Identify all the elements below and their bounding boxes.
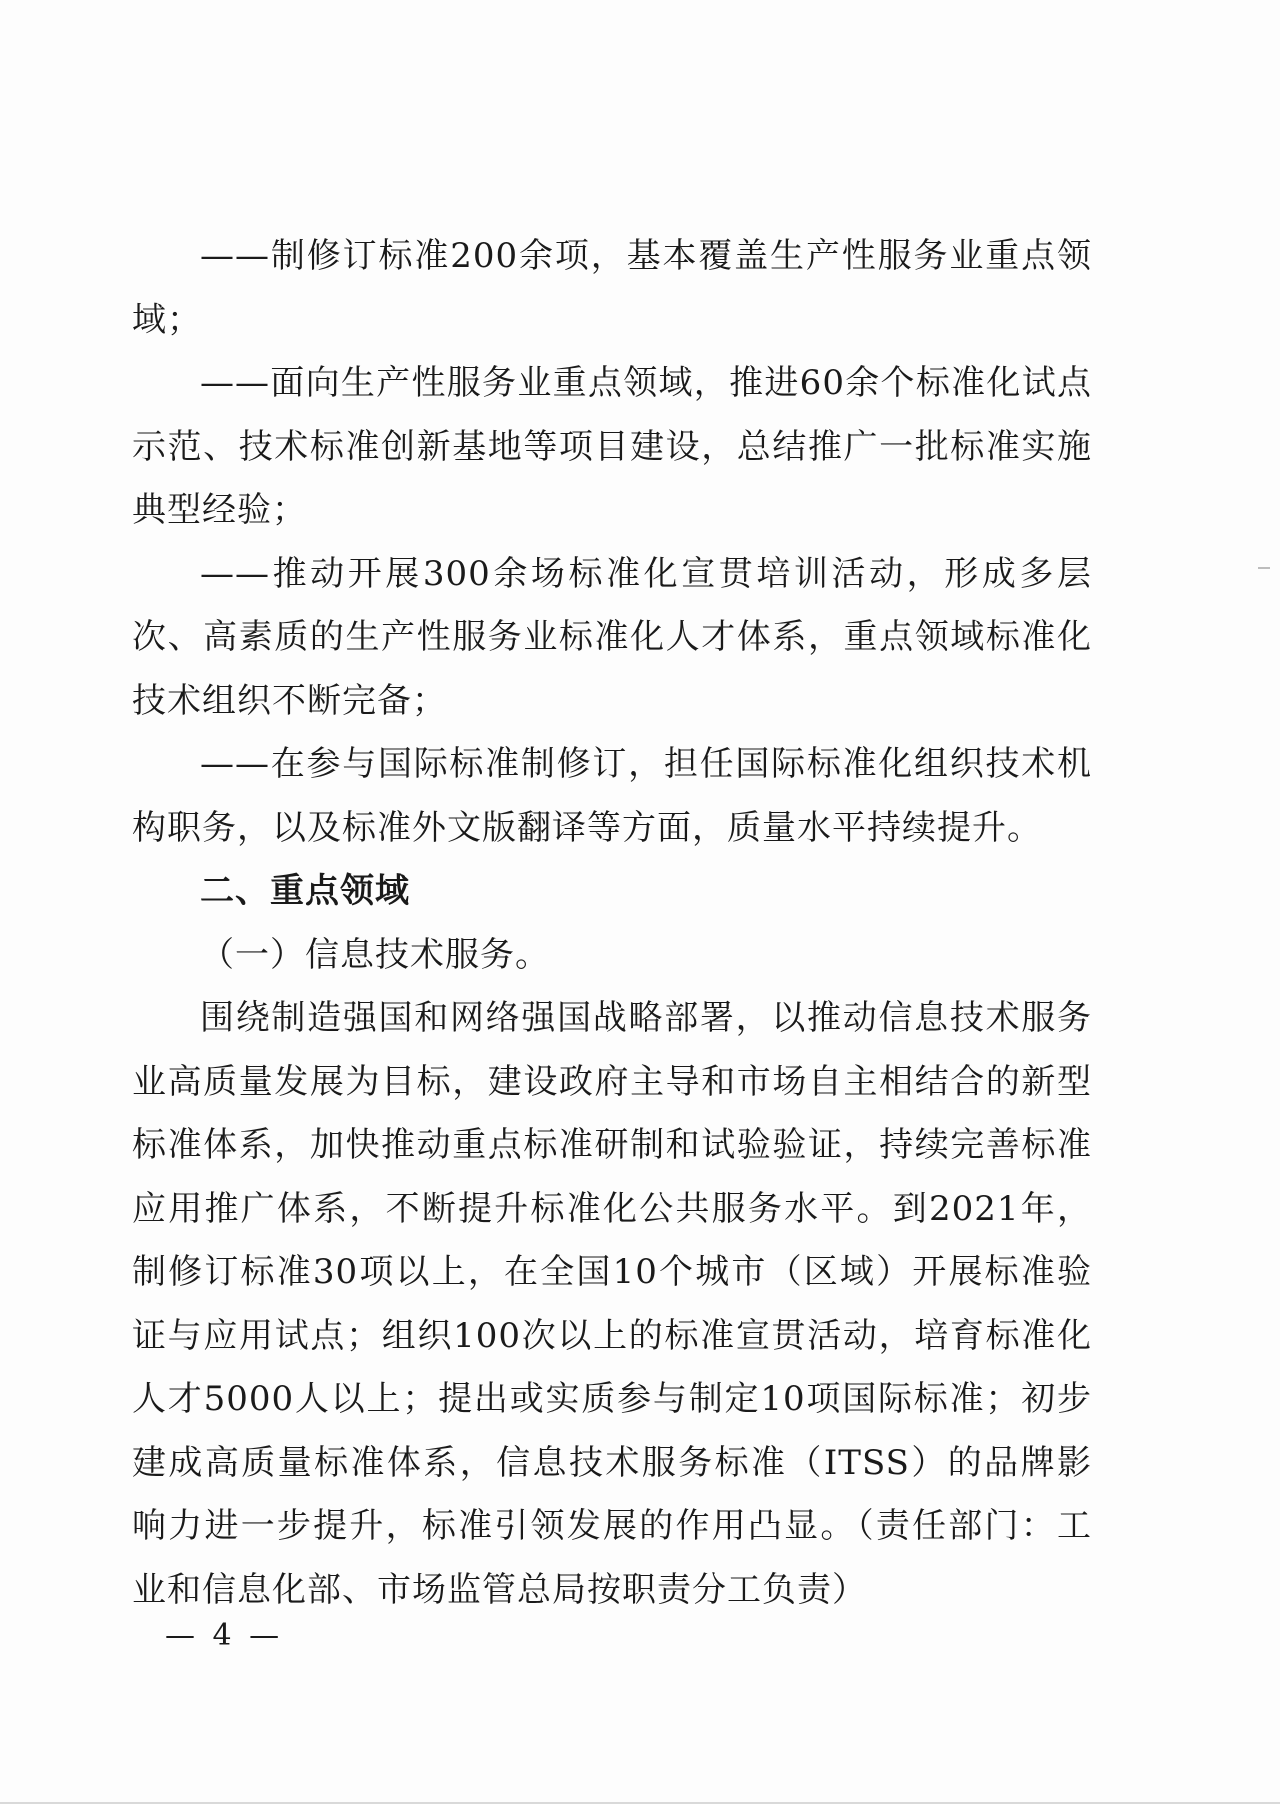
- scan-artifact-mark: [1258, 567, 1270, 569]
- body-paragraph: 围绕制造强国和网络强国战略部署，以推动信息技术服务业高质量发展为目标，建设政府主导和市场自主相结合的新型标准体系，加快推动重点标准研制和试验验证，持续完善标准应用推广体系，不断提升标准化公共服务水平。到2021年，制修订标准30项以上，在全国10个城市（区域）开展标准验证与应用试点；组织100次以上的标准宣贯活动，培育标准化人才5000人以上；提出或实质参与制定10项国际标准；初步建成高质量标准体系，信息技术服务标准（ITSS）的品牌影响力进一步提升，标准引领发展的作用凸显。（责任部门：工业和信息化部、市场监管总局按职责分工负责）: [132, 998, 1092, 1610]
- page-number: — 4 —: [165, 1618, 284, 1653]
- section-heading: 二、重点领域: [200, 871, 410, 911]
- target-paragraph-1: ——制修订标准200余项，基本覆盖生产性服务业重点领域；: [132, 236, 1092, 340]
- target-paragraph-2: ——面向生产性服务业重点领域，推进60余个标准化试点示范、技术标准创新基地等项目建设，总结推广一批标准实施典型经验；: [132, 363, 1092, 530]
- subsection-heading: （一）信息技术服务。: [200, 934, 550, 975]
- document-body: [132, 225, 1092, 1622]
- target-paragraph-4: ——在参与国际标准制修订，担任国际标准化组织技术机构职务，以及标准外文版翻译等方面，质量水平持续提升。: [132, 744, 1092, 848]
- target-paragraph-3: ——推动开展300余场标准化宣贯培训活动，形成多层次、高素质的生产性服务业标准化人才体系，重点领域标准化技术组织不断完备；: [132, 553, 1092, 721]
